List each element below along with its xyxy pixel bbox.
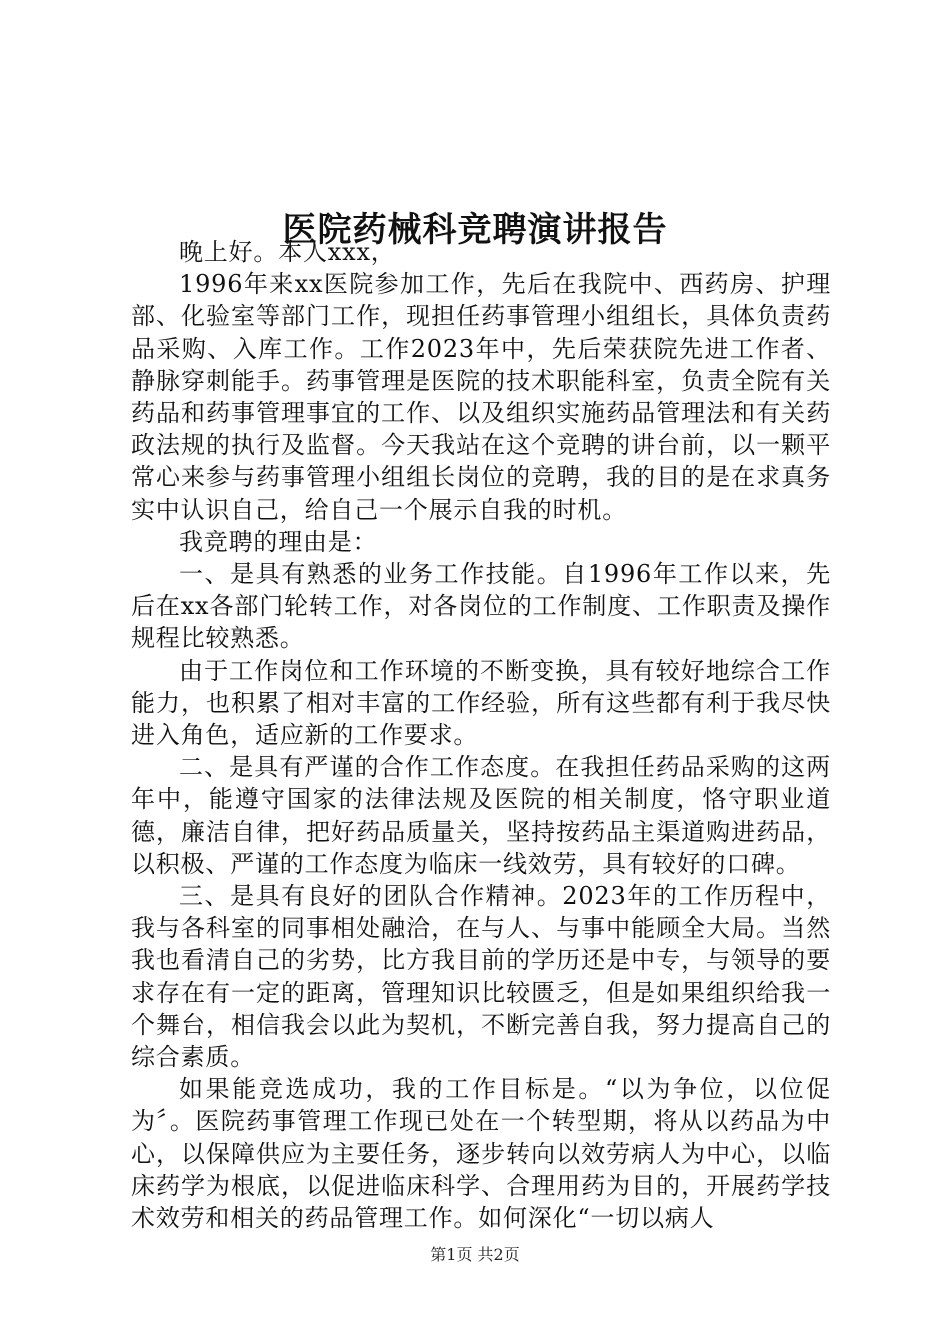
paragraph-greeting: 晚上好。本人xxx， — [179, 238, 396, 266]
paragraph-reason-three: 三、是具有良好的团队合作精神。2023年的工作历程中，我与各科室的同事相处融洽，在与人、与事中能顾全大局。当然我也看清自己的劣势，比方我目前的学历还是中专，与领导的要求存在有一定的距离，管理知识比较匮乏，但是如果组织给我一个舞台，相信我会以此为契机，不断完善自我，努力提高自己的综合素质。 — [131, 882, 831, 1072]
paragraph-work-goal: 如果能竞选成功，我的工作目标是。“以为争位，以位促为〞。医院药事管理工作现已处在一个转型期，将从以药品为中心，以保障供应为主要任务，逐步转向以效劳病人为中心，以临床药学为根底，以促进临床科学、合理用药为目的，开展药学技术效劳和相关的药品管理工作。如何深化“一切以病人 — [131, 1075, 831, 1233]
paragraph-reason-two: 二、是具有严谨的合作工作态度。在我担任药品采购的这两年中，能遵守国家的法律法规及医院的相关制度，恪守职业道德，廉洁自律，把好药品质量关，坚持按药品主渠道购进药品，以积极、严谨的工作态度为临床一线效劳，具有较好的口碑。 — [131, 753, 831, 878]
paragraph-reason-one: 一、是具有熟悉的业务工作技能。自1996年工作以来，先后在xx各部门轮转工作，对各岗位的工作制度、工作职责及操作规程比较熟悉。 — [131, 560, 831, 653]
paragraph-introduction: 1996年来xx医院参加工作，先后在我院中、西药房、护理部、化验室等部门工作，现担任药事管理小组组长，具体负责药品采购、入库工作。工作2023年中，先后荣获院先进工作者、静脉穿刺能手。药事管理是医院的技术职能科室，负责全院有关药品和药事管理事宜的工作、以及组织实施药品管理法和有关药政法规的执行及监督。今天我站在这个竞聘的讲台前，以一颗平常心来参与药事管理小组组长岗位的竞聘，我的目的是在求真务实中认识自己，给自己一个展示自我的时机。 — [131, 270, 831, 524]
document-title: 医院药械科竞聘演讲报告 — [282, 209, 668, 250]
page-number-footer: 第1页 共2页 — [430, 1245, 520, 1264]
paragraph-reasons-heading: 我竞聘的理由是： — [179, 527, 378, 556]
document-body — [131, 236, 831, 1234]
paragraph-reason-one-continued: 由于工作岗位和工作环境的不断变换，具有较好地综合工作能力，也积累了相对丰富的工作经验，所有这些都有利于我尽快进入角色，适应新的工作要求。 — [131, 656, 831, 750]
